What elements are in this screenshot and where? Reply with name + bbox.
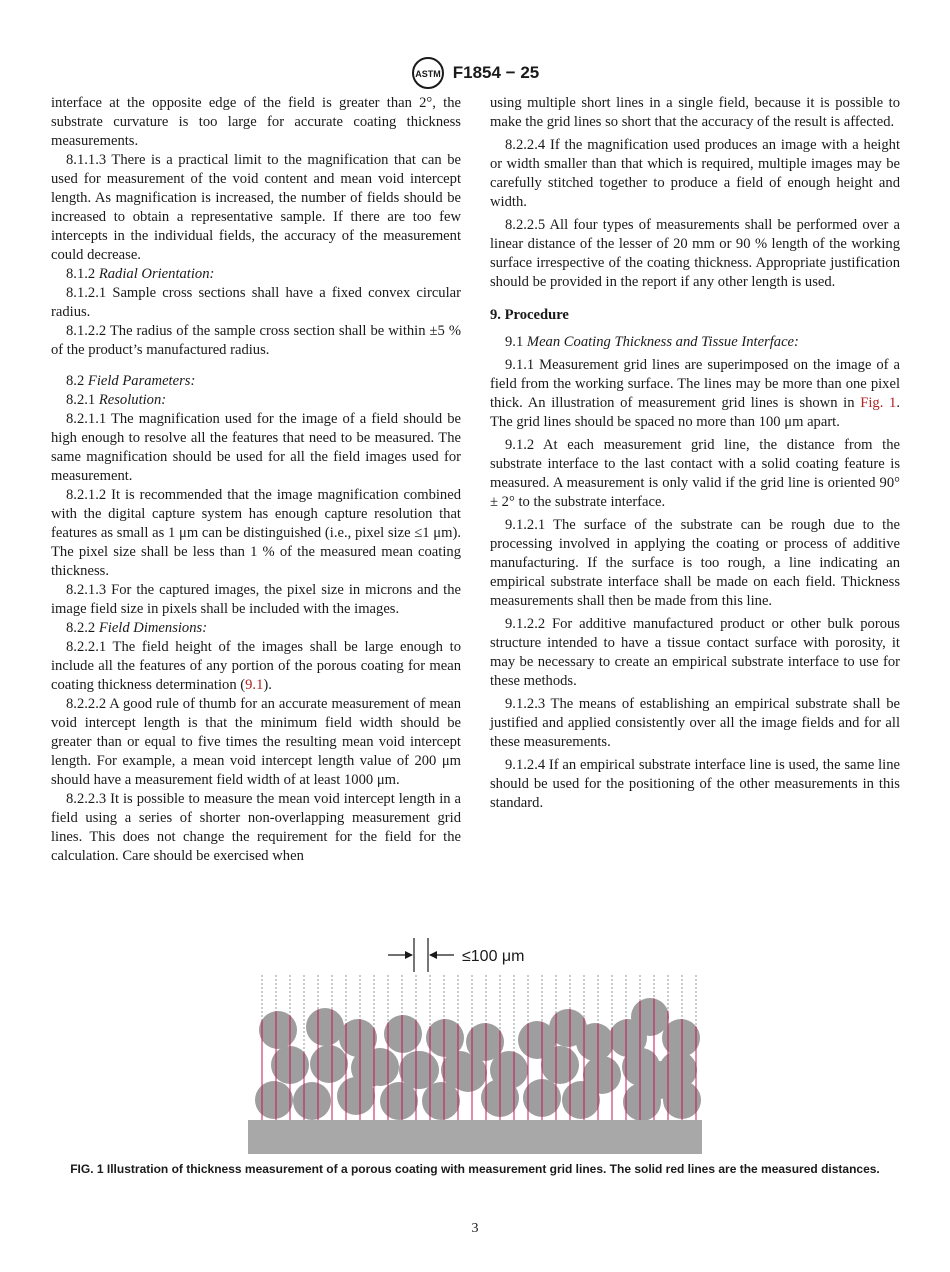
paragraph: using multiple short lines in a single field, because it is possible to make the grid lines so short that the accuracy of the result is affected.	[490, 95, 900, 130]
svg-text:ASTM: ASTM	[415, 69, 441, 79]
particle	[441, 1051, 479, 1089]
paragraph: 8.2 Field Parameters:	[66, 373, 196, 389]
paragraph: 9.1.2 At each measurement grid line, the distance from the substrate interface to the last contact with a solid coating feature is measured. A measurement is only valid if the grid line is oriented 90° ± 2° to the substrate interface.	[490, 437, 900, 510]
figure-porous-coating	[230, 930, 720, 1160]
paragraph: 8.1.2.2 The radius of the sample cross section shall be within ±5 % of the product’s manufactured radius.	[51, 323, 461, 358]
particle	[623, 1083, 661, 1121]
particle	[631, 998, 669, 1036]
paragraph: 9.1.2.3 The means of establishing an empirical substrate shall be justified and applied consistently over all the image fields and for all these measurements.	[490, 696, 900, 750]
astm-logo	[411, 56, 445, 90]
particle	[576, 1023, 614, 1061]
particle	[380, 1082, 418, 1120]
figure-link[interactable]: Fig. 1	[860, 395, 897, 411]
particle	[351, 1049, 389, 1087]
paragraph: 9.1.2.2 For additive manufactured product or other bulk porous structure intended to have a tissue contact surface with porosity, it may be necessary to create an empirical substrate interface to use for these methods.	[490, 616, 900, 689]
paragraph: 8.1.2.1 Sample cross sections shall have a fixed convex circular radius.	[51, 285, 461, 320]
particle	[541, 1046, 579, 1084]
page-header	[0, 56, 950, 90]
particle	[401, 1051, 439, 1089]
figure-caption: FIG. 1 Illustration of thickness measurement of a porous coating with measurement grid lines. The solid red lines are the measured distances.	[70, 1162, 880, 1176]
paragraph: 9.1.2.4 If an empirical substrate interface line is used, the same line should be used for the positioning of the other measurements in this standard.	[490, 757, 900, 811]
paragraph: 8.1.1.3 There is a practical limit to the magnification that can be used for measurement of the void content and mean void intercept length. As magnification is increased, the number of fields should be increased to obtain a representative sample. If there are too few intercepts in the individual fields, the accuracy of the measurement could decrease.	[51, 152, 461, 263]
paragraph: 8.2.2.5 All four types of measurements shall be performed over a linear distance of the lesser of 20 mm or 90 % length of the working surface irrespective of the coating thickness. Appropriate justification should be provided in the report if any other length is used.	[490, 217, 900, 290]
section-heading: 9. Procedure	[490, 307, 569, 323]
standard-designation: F1854 − 25	[452, 63, 540, 82]
paragraph: 9.1.1 Measurement grid lines are superimposed on the image of a field from the working surface. The lines may be more than one pixel thick. An illustration of measurement grid lines is shown in Fig. 1. The grid lines should be spaced no more than 100 μm apart.	[490, 357, 900, 430]
paragraph: 8.2.1 Resolution:	[66, 392, 167, 408]
paragraph: 8.2.2 Field Dimensions:	[66, 620, 208, 636]
spacing-label: ≤100 μm	[462, 948, 525, 965]
particle	[293, 1082, 331, 1120]
particle	[562, 1081, 600, 1119]
paragraph: interface at the opposite edge of the field is greater than 2°, the substrate curvature is too large for accurate coating thickness measurements.	[51, 95, 461, 149]
particle	[306, 1008, 344, 1046]
left-column	[51, 94, 461, 866]
paragraph: 8.2.1.1 The magnification used for the image of a field should be high enough to resolve all the features that need to be measured. The same magnification should be used for all the field images used for measurement.	[51, 411, 461, 484]
particle	[659, 1051, 697, 1089]
particle	[310, 1045, 348, 1083]
spacing-dimension	[388, 938, 524, 972]
paragraph: 9.1.2.1 The surface of the substrate can be rough due to the processing involved in applying the coating or process of additive manufacturing. If the surface is too rough, a line indicating an empirical substrate interface shall be made on each field. Thickness measurements shall then be made from this line.	[490, 517, 900, 609]
paragraph: 9.1 Mean Coating Thickness and Tissue Interface:	[505, 334, 799, 350]
paragraph: 8.2.1.2 It is recommended that the image magnification combined with the digital capture system has enough capture resolution that features as small as 1 μm can be distinguished (i.e., pixel size ≤1 μm). The pixel size shall be less than 1 % of the measured mean coating thickness.	[51, 487, 461, 579]
particle	[255, 1081, 293, 1119]
paragraph: 8.2.2.4 If the magnification used produces an image with a height or width smaller than that which is required, multiple images may be carefully stitched together to produce a field of enough height and width.	[490, 137, 900, 210]
substrate	[248, 1120, 702, 1154]
section-link[interactable]: 9.1	[245, 677, 264, 693]
paragraph: 8.2.2.2 A good rule of thumb for an accurate measurement of mean void intercept length is that the minimum field width should be greater than or equal to five times the resulting mean void intercept length. For example, a mean void intercept length value of 200 μm should have a measurement field width of at least 1000 μm.	[51, 696, 461, 788]
paragraph: 8.2.2.1 The field height of the images shall be large enough to include all the features of any portion of the porous coating for mean coating thickness determination (9.1).	[51, 639, 461, 693]
particle	[259, 1011, 297, 1049]
paragraph: 8.2.2.3 It is possible to measure the mean void intercept length in a field using a series of shorter non-overlapping measurement grid lines. This does not change the requirement for the field for the calculation. Care should be exercised when	[51, 791, 461, 864]
paragraph: 8.1.2 Radial Orientation:	[66, 266, 215, 282]
page-number: 3	[471, 1221, 479, 1236]
right-column	[490, 94, 900, 813]
paragraph: 8.2.1.3 For the captured images, the pixel size in microns and the image field size in pixels shall be included with the images.	[51, 582, 461, 617]
